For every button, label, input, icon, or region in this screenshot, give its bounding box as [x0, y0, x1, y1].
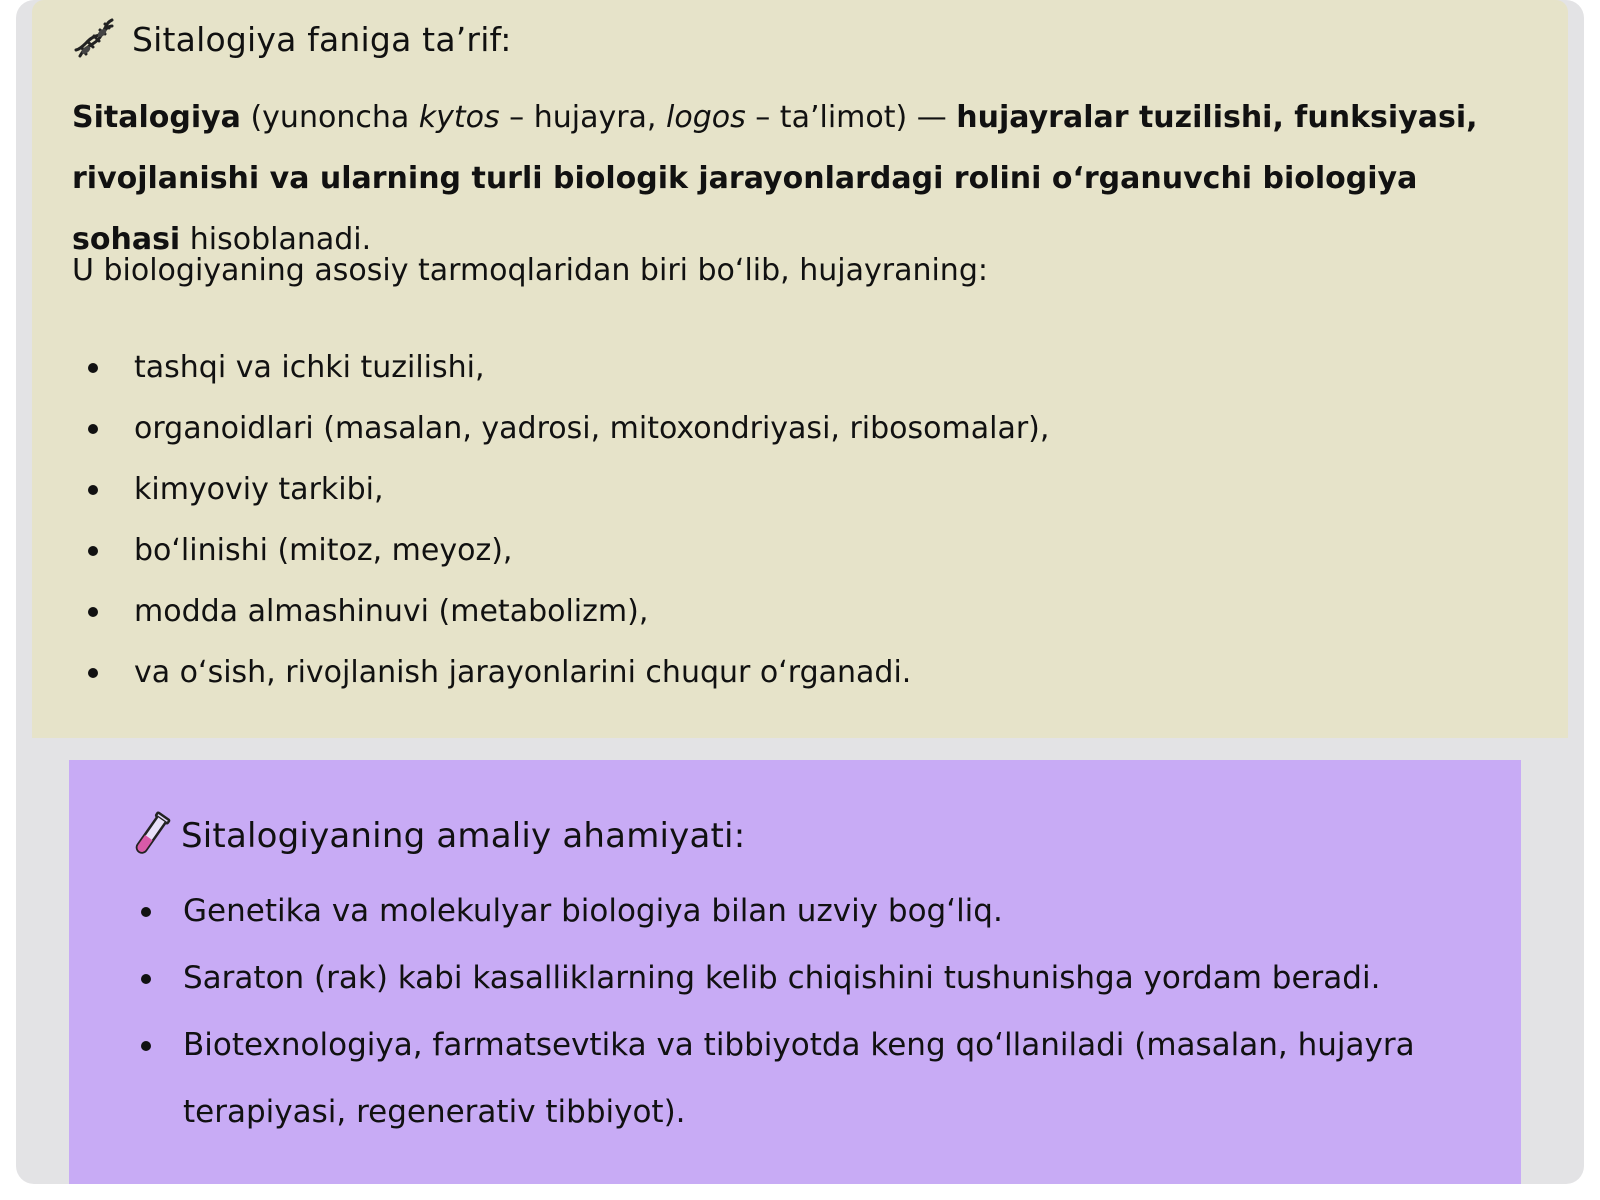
bullet-icon: [88, 668, 98, 678]
list-item-text: Saraton (rak) kabi kasalliklarning kelib chiqishini tushunishga yordam beradi.: [183, 960, 1381, 996]
definition-tail-text: hisoblanadi.: [180, 222, 372, 257]
list-item-text: Biotexnologiya, farmatsevtika va tibbiyotda keng qo‘llaniladi (masalan, hujayra terapiyasi, regenerativ tibbiyot).: [183, 1027, 1415, 1130]
practical-title: Sitalogiyaning amaliy ahamiyati:: [181, 816, 746, 856]
bullet-icon: [141, 974, 151, 984]
practical-section: [69, 760, 1521, 1184]
list-item-text: kimyoviy tarkibi,: [134, 472, 384, 507]
bullet-icon: [141, 1041, 151, 1051]
test-tube-icon: [129, 810, 171, 862]
term-text: Sitalogiya: [72, 100, 241, 135]
bullet-icon: [88, 363, 98, 373]
bullet-icon: [88, 546, 98, 556]
definition-bold-text: hujayralar tuzilishi, funksiyasi, rivojlanishi va ularning turli biologik jarayonlardagi rolini o‘rganuvchi biologiya sohasi: [72, 100, 1478, 257]
definition-heading: [72, 12, 512, 66]
list-item: [129, 945, 1509, 1012]
paren-close-text: – ta’limot) —: [745, 100, 957, 135]
paren-open-text: (yunoncha: [240, 100, 419, 135]
bullet-icon: [88, 424, 98, 434]
definition-section: [32, 0, 1568, 738]
lead-paragraph: U biologiyaning asosiy tarmoqlaridan biri bo‘lib, hujayraning:: [72, 253, 988, 288]
list-item: [129, 878, 1509, 945]
bullet-icon: [88, 485, 98, 495]
practical-heading: [129, 806, 745, 866]
list-item-text: modda almashinuvi (metabolizm),: [134, 594, 649, 629]
mid-text: – hujayra,: [499, 100, 667, 135]
list-item: [72, 398, 1049, 459]
practical-list: [129, 878, 1509, 1146]
list-item: [72, 642, 1049, 703]
definition-title: Sitalogiya faniga ta’rif:: [132, 19, 512, 59]
dna-icon: [72, 16, 118, 62]
list-item: [72, 520, 1049, 581]
list-item-text: va o‘sish, rivojlanish jarayonlarini chuqur o‘rganadi.: [134, 655, 912, 690]
list-item-text: bo‘linishi (mitoz, meyoz),: [134, 533, 513, 568]
list-item: [129, 1012, 1509, 1146]
bullet-icon: [88, 607, 98, 617]
greek-word-logos: logos: [666, 100, 746, 135]
list-item: [72, 337, 1049, 398]
list-item-text: tashqi va ichki tuzilishi,: [134, 350, 485, 385]
greek-word-kytos: kytos: [418, 100, 500, 135]
bullet-icon: [141, 907, 151, 917]
list-item-text: organoidlari (masalan, yadrosi, mitoxondriyasi, ribosomalar),: [134, 411, 1050, 446]
list-item: [72, 459, 1049, 520]
list-item: [72, 581, 1049, 642]
topics-list: [72, 337, 1049, 703]
list-item-text: Genetika va molekulyar biologiya bilan uzviy bog‘liq.: [183, 893, 1003, 929]
content-frame: [16, 0, 1584, 1184]
